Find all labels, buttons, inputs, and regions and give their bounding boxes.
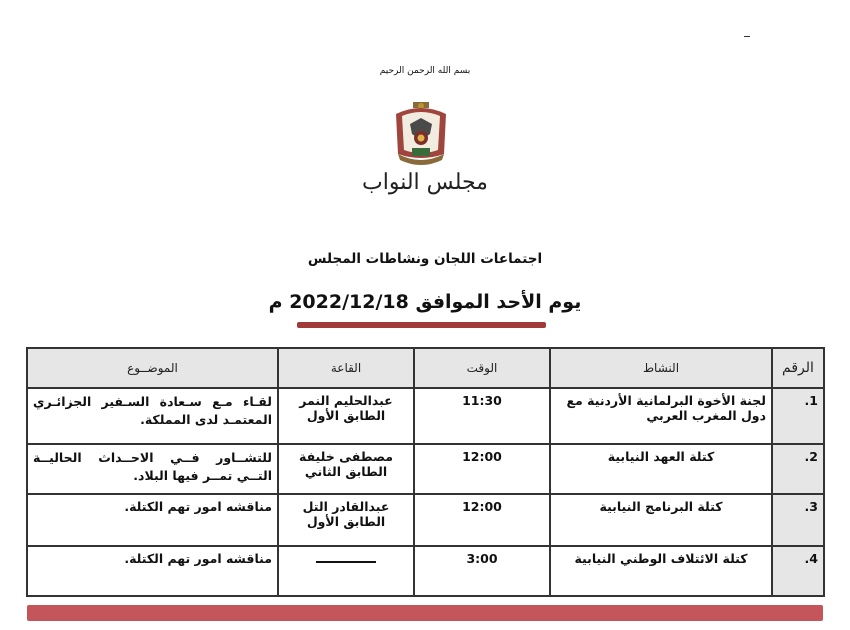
row-subject: لقـاء مـع سـعادة السـفير الجزائـري المعتمـد لدى المملكة. (27, 388, 278, 444)
row-hall (278, 444, 414, 494)
row-time: 12:00 (414, 494, 550, 546)
row-activity: لجنة الأخوة البرلمانية الأردنية مع دول المغرب العربي (550, 388, 772, 444)
jordan-coat-of-arms-icon (386, 100, 456, 166)
council-name: مجلس النواب (362, 170, 488, 195)
row-time: 11:30 (414, 388, 550, 444)
table-row (27, 444, 824, 494)
stray-dash-mark (744, 36, 750, 37)
hall-name: عبدالقادر التل (302, 499, 390, 514)
hall-name: عبدالحليم النمر (299, 393, 393, 408)
row-hall (278, 546, 414, 596)
hall-blank-line (316, 551, 376, 563)
row-activity: كتلة الائتلاف الوطني النيابية (550, 546, 772, 596)
hall-floor: الطابق الأول (306, 514, 386, 529)
table-row (27, 546, 824, 596)
header-activity: النشاط (550, 348, 772, 388)
row-activity: كتلة العهد النيابية (550, 444, 772, 494)
title-underline-bar (297, 322, 546, 328)
row-number: 1. (772, 388, 824, 444)
row-number: 4. (772, 546, 824, 596)
footer-accent-bar (27, 605, 823, 621)
header-number: الرقم (772, 348, 824, 388)
table-row (27, 494, 824, 546)
hall-floor: الطابق الأول (306, 408, 386, 423)
row-number: 3. (772, 494, 824, 546)
schedule-table (26, 347, 825, 597)
row-time: 12:00 (414, 444, 550, 494)
row-subject: للتشــاور فــي الاحــداث الحاليــة التــي تمــر فيها البلاد. (27, 444, 278, 494)
page-title: اجتماعات اللجان ونشاطات المجلس (307, 251, 543, 267)
row-hall (278, 494, 414, 546)
row-activity: كتلة البرنامج النيابية (550, 494, 772, 546)
header-time: الوقت (414, 348, 550, 388)
header-subject: الموضــوع (27, 348, 278, 388)
date-line: يوم الأحد الموافق 2022/12/18 م (268, 291, 582, 313)
table-row (27, 388, 824, 444)
row-number: 2. (772, 444, 824, 494)
row-hall (278, 388, 414, 444)
header-hall: القاعة (278, 348, 414, 388)
hall-name: مصطفى خليفة (298, 449, 394, 464)
row-subject: مناقشه امور تهم الكتلة. (27, 546, 278, 596)
row-subject: مناقشه امور تهم الكتلة. (27, 494, 278, 546)
row-time: 3:00 (414, 546, 550, 596)
hall-floor: الطابق الثاني (304, 464, 388, 479)
table-header-row (27, 348, 824, 388)
basmala: بسم الله الرحمن الرحيم (379, 66, 471, 76)
